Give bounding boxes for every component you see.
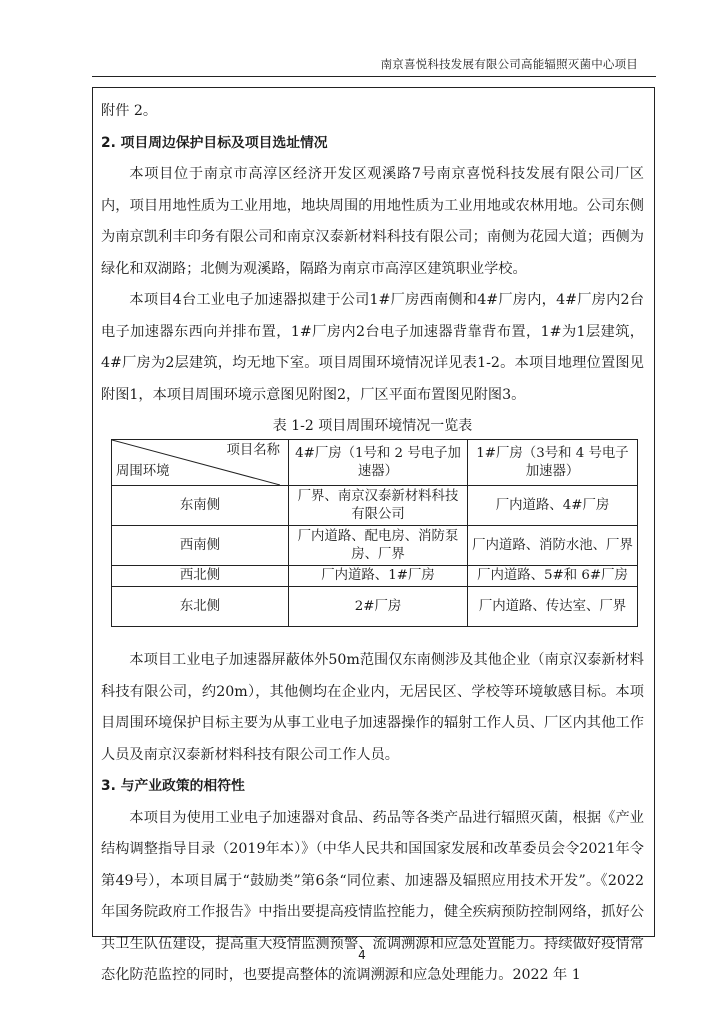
location-paragraph: 本项目位于南京市高淳区经济开发区观溪路7号南京喜悦科技发展有限公司厂区内，项目用地性质为工业用地，地块周围的用地性质为工业用地或农林用地。公司东侧为南京凯利丰印务有限公司和南京汉泰新材料科技有限公司；南侧为花园大道；西侧为绿化和双湖路；北侧为观溪路，隔路为南京市高淳区建筑职业学校。 [101,166,644,277]
row-direction: 东北侧 [112,587,289,627]
column-header-1: 1#厂房（3号和 4 号电子加速器） [468,440,638,486]
row-cell-4: 厂内道路、1#厂房 [289,566,468,587]
table-caption: 表 1-2 项目周围环境情况一览表 [272,418,473,434]
table-row [112,526,638,566]
row-cell-4: 2#厂房 [289,587,468,627]
diagonal-header-cell [112,440,289,486]
accelerators-paragraph: 本项目4台工业电子加速器拟建于公司1#厂房西南侧和4#厂房内，4#厂房内2台电子加速器东西向并排布置，1#厂房内2台电子加速器背靠背布置，1#为1层建筑，4#厂房为2层建筑，均无地下室。项目周围环境情况详见表1-2。本项目地理位置图见附图1，本项目周围环境示意图见附图2，厂区平面布置图见附图3。 [101,292,644,403]
row-cell-1: 厂内道路、消防水池、厂界 [468,526,638,566]
column-header-4: 4#厂房（1号和 2 号电子加速器） [289,440,468,486]
table-row [112,587,638,627]
attachment-line: 附件 2。 [101,103,158,119]
document-header: 南京喜悦科技发展有限公司高能辐照灭菌中心项目 [380,57,638,71]
corner-label-project: 项目名称 [226,443,280,458]
row-direction: 西北侧 [112,566,289,587]
table-header-row [112,440,638,486]
row-direction: 西南侧 [112,526,289,566]
row-direction: 东南侧 [112,486,289,526]
row-cell-4: 厂内道路、配电房、消防泵房、厂界 [289,526,468,566]
environment-table [111,439,638,627]
content-frame [92,87,655,983]
row-cell-1: 厂内道路、传达室、厂界 [468,587,638,627]
page-number: 4 [358,948,366,962]
corner-label-environment: 周围环境 [116,464,170,479]
protection-targets-paragraph: 本项目工业电子加速器屏蔽体外50m范围仅东南侧涉及其他企业（南京汉泰新材料科技有限公司，约20m），其他侧均在企业内，无居民区、学校等环境敏感目标。本项目周围环境保护目标主要为从事工业电子加速器操作的辐射工作人员、厂区内其他工作人员及南京汉泰新材料科技有限公司工作人员。 [101,652,644,763]
content-body [101,96,644,992]
table-row [112,566,638,587]
policy-paragraph: 本项目为使用工业电子加速器对食品、药品等各类产品进行辐照灭菌，根据《产业结构调整指导目录（2019年本）》（中华人民共和国国家发展和改革委员会令2021年令第49号），本项目属于“鼓励类”第6条“同位素、加速器及辐照应用技术开发”。《2022年国务院政府工作报告》中指出要提高疫情监控能力，健全疾病预防控制网络，抓好公共卫生队伍建设，提高重大疫情监测预警、流调溯源和应急处置能力。持续做好疫情常态化防范监控的同时，也要提高整体的流调溯源和应急处理能力。2022 年 1 [101,809,644,983]
row-cell-1: 厂内道路、4#厂房 [468,486,638,526]
row-cell-1: 厂内道路、5#和 6#厂房 [468,566,638,587]
section-2-heading: 2. 项目周边保护目标及项目选址情况 [101,134,328,151]
row-cell-4: 厂界、南京汉泰新材料科技有限公司 [289,486,468,526]
section-3-heading: 3. 与产业政策的相符性 [101,778,245,794]
table-row [112,486,638,526]
header-rule [92,76,656,77]
